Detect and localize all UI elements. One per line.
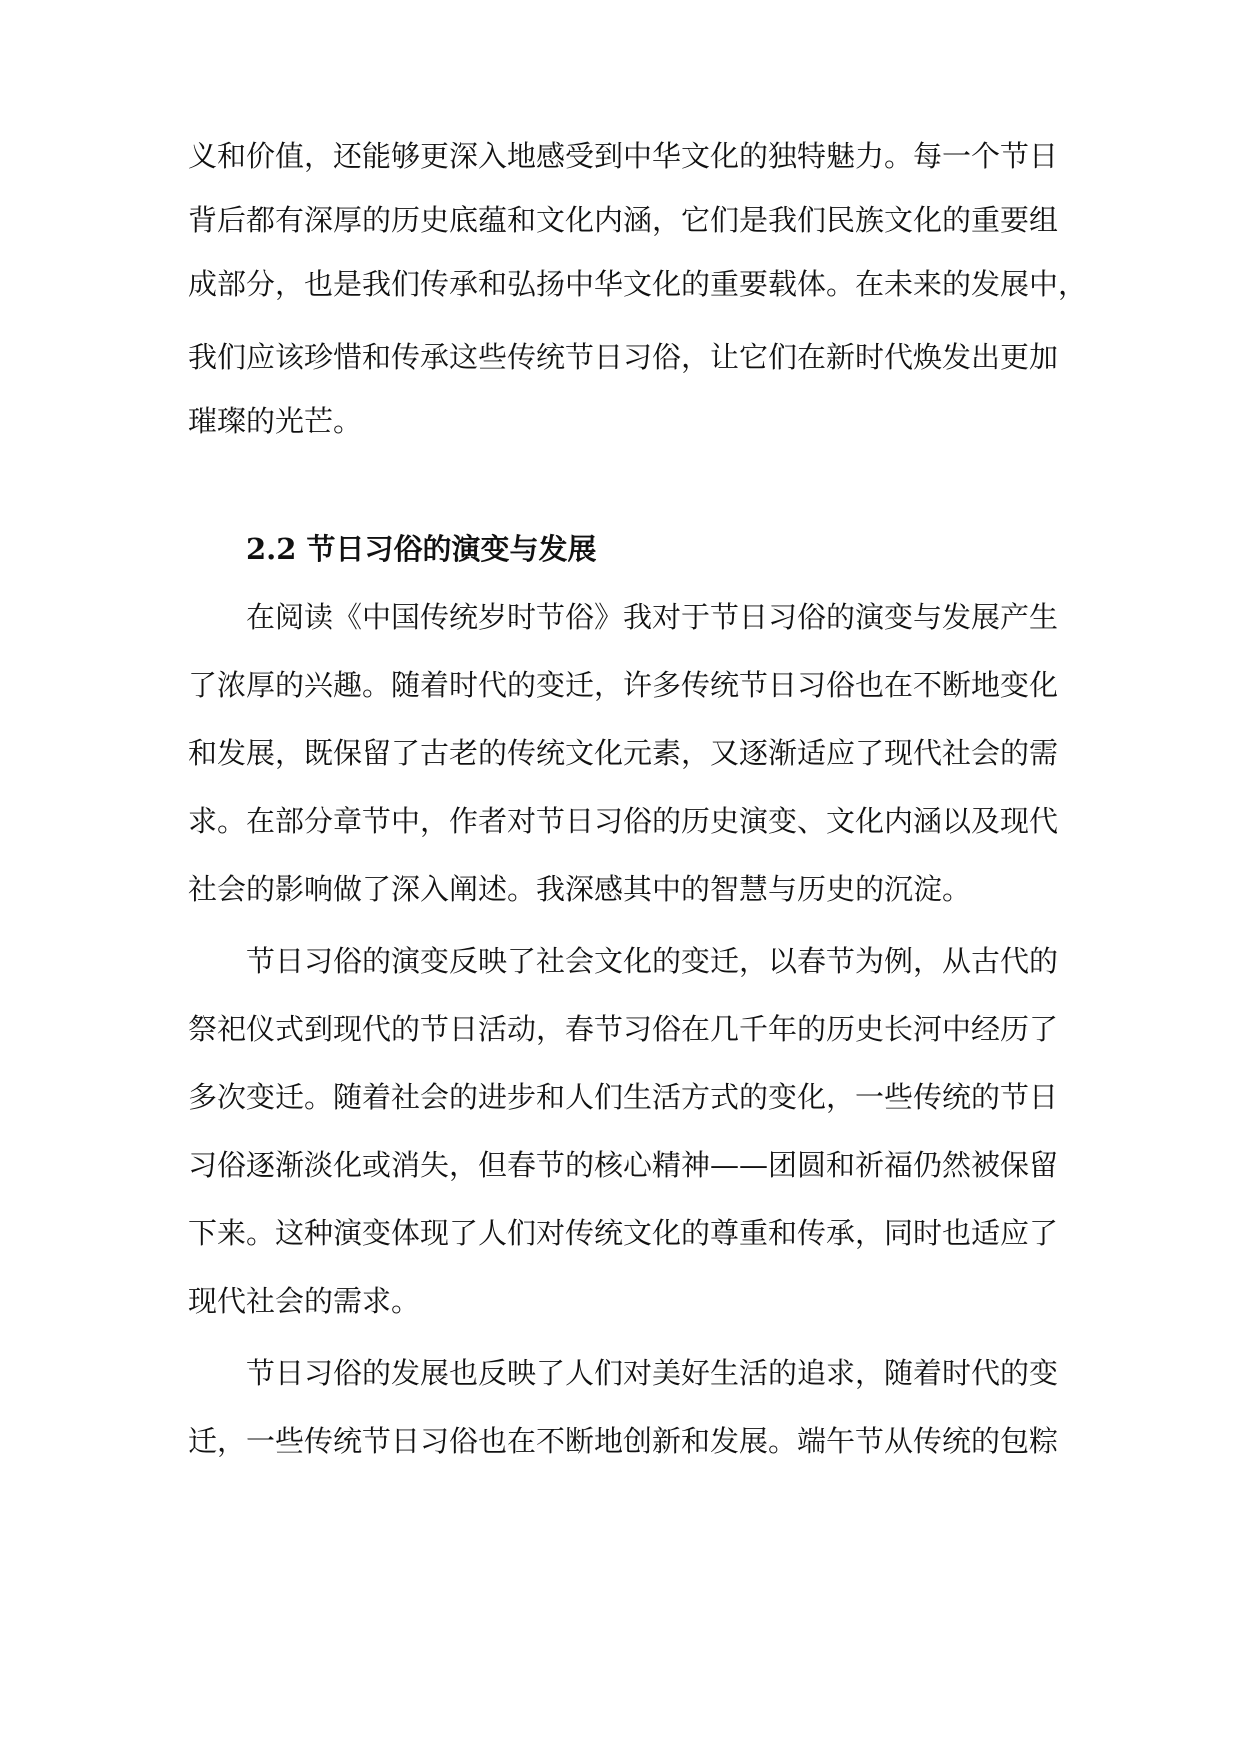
paragraph-2-line-4: 求。在部分章节中，作者对节日习俗的历史演变、文化内涵以及现代 bbox=[188, 804, 1059, 838]
paragraph-1-line-5: 璀璨的光芒。 bbox=[188, 404, 363, 438]
paragraph-1-line-2: 背后都有深厚的历史底蕴和文化内涵，它们是我们民族文化的重要组 bbox=[188, 203, 1059, 237]
paragraph-2-line-3: 和发展，既保留了古老的传统文化元素，又逐渐适应了现代社会的需 bbox=[188, 736, 1059, 770]
paragraph-3-line-5: 下来。这种演变体现了人们对传统文化的尊重和传承，同时也适应了 bbox=[188, 1216, 1059, 1250]
paragraph-2-line-2: 了浓厚的兴趣。随着时代的变迁，许多传统节日习俗也在不断地变化 bbox=[188, 668, 1059, 702]
paragraph-1-line-1: 义和价值，还能够更深入地感受到中华文化的独特魅力。每一个节日 bbox=[188, 139, 1059, 173]
paragraph-4-line-2: 迁，一些传统节日习俗也在不断地创新和发展。端午节从传统的包粽 bbox=[188, 1424, 1059, 1458]
paragraph-2-line-5: 社会的影响做了深入阐述。我深感其中的智慧与历史的沉淀。 bbox=[188, 872, 972, 906]
section-heading: 2.2 节日习俗的演变与发展 bbox=[246, 532, 597, 566]
paragraph-3-line-4: 习俗逐渐淡化或消失，但春节的核心精神——团圆和祈福仍然被保留 bbox=[188, 1148, 1059, 1182]
paragraph-2-line-1: 在阅读《中国传统岁时节俗》我对于节日习俗的演变与发展产生 bbox=[246, 600, 1059, 634]
paragraph-4-line-1: 节日习俗的发展也反映了人们对美好生活的追求，随着时代的变 bbox=[246, 1356, 1059, 1390]
paragraph-3-line-1: 节日习俗的演变反映了社会文化的变迁，以春节为例，从古代的 bbox=[246, 944, 1059, 978]
paragraph-3-line-3: 多次变迁。随着社会的进步和人们生活方式的变化，一些传统的节日 bbox=[188, 1080, 1059, 1114]
paragraph-1-line-4: 我们应该珍惜和传承这些传统节日习俗，让它们在新时代焕发出更加 bbox=[188, 340, 1059, 374]
paragraph-1-line-3: 成部分，也是我们传承和弘扬中华文化的重要载体。在未来的发展中， bbox=[188, 267, 1088, 301]
paragraph-3-line-2: 祭祀仪式到现代的节日活动，春节习俗在几千年的历史长河中经历了 bbox=[188, 1012, 1059, 1046]
paragraph-3-line-6: 现代社会的需求。 bbox=[188, 1284, 421, 1318]
